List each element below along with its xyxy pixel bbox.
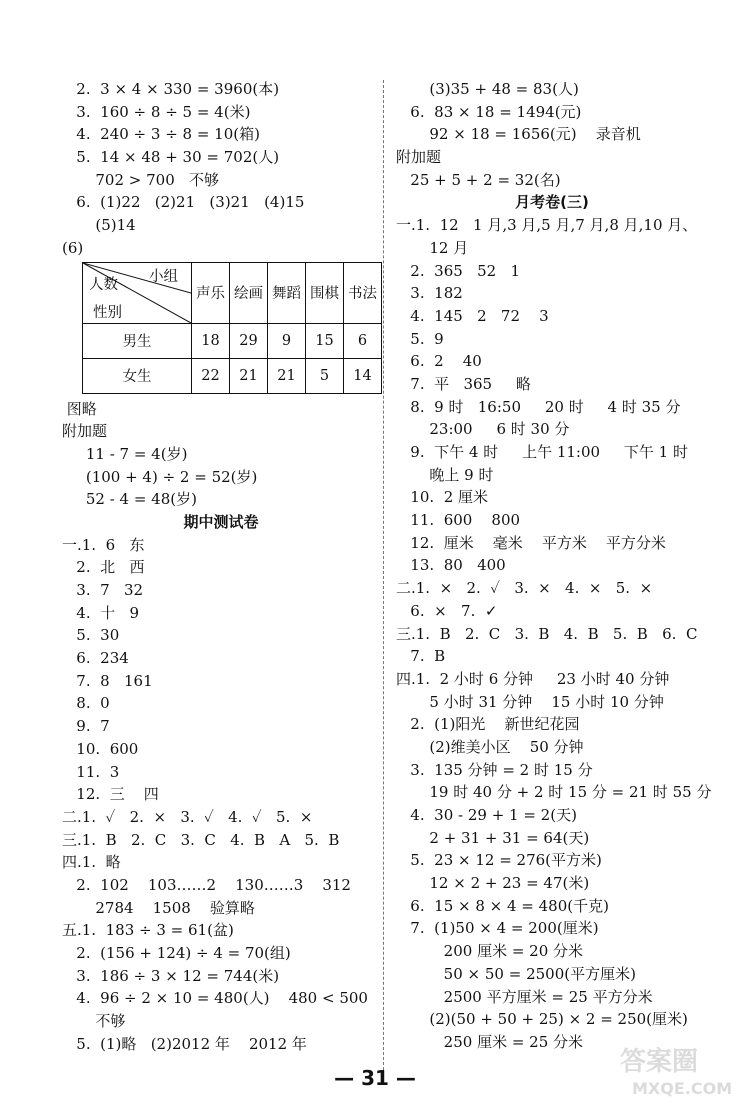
answer-line: (6) — [62, 238, 84, 257]
section-title-midterm: 期中测试卷 — [183, 512, 259, 531]
answer-line: 晚上 9 时 — [396, 465, 494, 484]
answer-line: 6. (1)22 (2)21 (3)21 (4)15 — [62, 193, 305, 212]
answer-line: 6. 83 × 18 = 1494(元) — [396, 102, 582, 121]
answer-block-midterm — [62, 534, 380, 1056]
table-cell: 15 — [306, 323, 344, 358]
answer-line: 附加题 — [396, 148, 442, 167]
answer-line: 2. 365 52 1 — [396, 261, 521, 280]
answer-line: 50 × 50 = 2500(平方厘米) — [396, 964, 636, 983]
answer-line: 2. 北 西 — [62, 558, 145, 577]
table-cell: 5 — [306, 358, 344, 393]
watermark-text-url: MXQE.COM — [632, 1079, 733, 1098]
table-header-cell: 舞蹈 — [268, 262, 306, 323]
answer-line: 7. (1)50 × 4 = 200(厘米) — [396, 919, 599, 938]
corner-label-count: 人数 — [89, 276, 118, 293]
answer-line: (2)(50 + 50 + 25) × 2 = 250(厘米) — [396, 1010, 688, 1029]
answer-line: 8. 0 — [62, 694, 110, 713]
answer-line: 702 > 700 不够 — [62, 170, 220, 189]
table-cell: 6 — [344, 323, 382, 358]
answer-line: 4. 96 ÷ 2 × 10 = 480(人) 480 < 500 — [62, 989, 368, 1008]
watermark-text-main: 答案圈 — [620, 1047, 699, 1077]
answer-line: 二.1. × 2. ✓ 3. × 4. × 5. × — [396, 579, 653, 598]
table-header-cell: 书法 — [344, 262, 382, 323]
answer-line: (100 + 4) ÷ 2 = 52(岁) — [62, 467, 258, 486]
answer-line: 8. 9 时 16:50 20 时 4 时 35 分 — [396, 397, 681, 416]
answer-line: 5. 9 — [396, 329, 444, 348]
answer-line: 5. 30 — [62, 626, 120, 645]
answer-line: 11 - 7 = 4(岁) — [62, 444, 188, 463]
section-title-monthly: 月考卷(三) — [515, 193, 589, 212]
answer-line: (3)35 + 48 = 83(人) — [396, 80, 579, 98]
answer-line: 一.1. 6 东 — [62, 535, 145, 554]
answer-line: 5 小时 31 分钟 15 小时 10 分钟 — [396, 692, 664, 711]
table-cell: 22 — [192, 358, 230, 393]
corner-label-gender: 性别 — [93, 304, 122, 321]
answer-line: 12. 三 四 — [62, 785, 159, 804]
answer-line: 9. 7 — [62, 717, 110, 736]
answer-line: 10. 600 — [62, 739, 139, 758]
answer-line: 6. 15 × 8 × 4 = 480(千克) — [396, 896, 609, 915]
answer-block-left-after-table — [62, 398, 380, 511]
answer-line: (5)14 — [62, 216, 136, 235]
watermark-logo — [612, 1040, 742, 1100]
table-header-cell: 绘画 — [230, 262, 268, 323]
answer-line: 2. 102 103……2 130……3 312 — [62, 875, 351, 894]
answer-line: 不够 — [62, 1012, 126, 1031]
answer-line: (2)维美小区 50 分钟 — [396, 737, 584, 756]
answer-line: 250 厘米 = 25 分米 — [396, 1032, 584, 1051]
answer-line: 12 × 2 + 23 = 47(米) — [396, 874, 590, 893]
answer-line: 2 + 31 + 31 = 64(天) — [396, 828, 590, 847]
answer-line: 二.1. ✓ 2. × 3. ✓ 4. ✓ 5. × — [62, 807, 313, 826]
answer-line: 2. (156 + 124) ÷ 4 = 70(组) — [62, 944, 291, 962]
table-header-cell: 声乐 — [192, 262, 230, 323]
answer-line: 2. 3 × 4 × 330 = 3960(本) — [62, 80, 280, 98]
column-divider — [383, 80, 384, 1080]
answer-line: 一.1. 12 1 月,3 月,5 月,7 月,8 月,10 月、 — [396, 216, 698, 235]
table-header-cell: 围棋 — [306, 262, 344, 323]
answer-line: 2500 平方厘米 = 25 平方分米 — [396, 987, 653, 1006]
answer-line: 11. 3 — [62, 762, 120, 781]
row-label: 男生 — [83, 323, 192, 358]
answer-line: 4. 30 - 29 + 1 = 2(天) — [396, 806, 577, 824]
answer-line: 92 × 18 = 1656(元) 录音机 — [396, 125, 641, 144]
answer-line: 4. 240 ÷ 3 ÷ 8 = 10(箱) — [62, 125, 260, 144]
answer-line: 7. 8 161 — [62, 671, 153, 690]
answer-line: 25 + 5 + 2 = 32(名) — [396, 170, 561, 189]
answer-line: 11. 600 800 — [396, 511, 521, 530]
answer-line: 4. 十 9 — [62, 603, 139, 622]
answer-line: 12 月 — [396, 238, 469, 257]
answer-line: 5. (1)略 (2)2012 年 2012 年 — [62, 1034, 307, 1053]
answer-line: 3. 182 — [396, 284, 463, 303]
answer-line: 3. 186 ÷ 3 × 12 = 744(米) — [62, 966, 280, 985]
answer-line: 10. 2 厘米 — [396, 488, 489, 507]
answer-line: 5. 14 × 48 + 30 = 702(人) — [62, 148, 280, 167]
answer-line: 4. 145 2 72 3 — [396, 306, 549, 325]
answer-line: 6. 234 — [62, 649, 129, 668]
answer-line: 19 时 40 分 + 2 时 15 分 = 21 时 55 分 — [396, 783, 712, 802]
answer-line: 2784 1508 验算略 — [62, 898, 255, 917]
answer-line: 2. (1)阳光 新世纪花园 — [396, 715, 580, 734]
answer-line: 23:00 6 时 30 分 — [396, 420, 570, 439]
answer-block-right-top — [396, 78, 708, 191]
answer-line: 3. 160 ÷ 8 ÷ 5 = 4(米) — [62, 102, 251, 121]
right-column — [396, 78, 712, 1054]
answer-line: 五.1. 183 ÷ 3 = 61(盆) — [62, 921, 234, 940]
answer-block-left-top — [62, 78, 380, 260]
answer-line: 6. × 7. ✓ — [396, 601, 498, 620]
answer-line: 12. 厘米 毫米 平方米 平方分米 — [396, 533, 666, 552]
table-cell: 14 — [344, 358, 382, 393]
left-column — [62, 78, 380, 1055]
answer-line: 200 厘米 = 20 分米 — [396, 942, 584, 961]
answer-line: 5. 23 × 12 = 276(平方米) — [396, 851, 602, 870]
answer-line: 附加题 — [62, 422, 108, 441]
answer-line: 三.1. B 2. C 3. B 4. B 5. B 6. C — [396, 624, 698, 643]
table-cell: 21 — [230, 358, 268, 393]
answer-line: 6. 2 40 — [396, 352, 482, 371]
group-stats-table — [82, 262, 382, 394]
table-cell: 21 — [268, 358, 306, 393]
answer-line: 3. 135 分钟 = 2 时 15 分 — [396, 760, 593, 779]
answer-line: 图略 — [62, 399, 97, 418]
corner-label-group: 小组 — [149, 268, 178, 285]
answer-line: 9. 下午 4 时 上午 11:00 下午 1 时 — [396, 443, 688, 461]
table-cell: 9 — [268, 323, 306, 358]
answer-line: 三.1. B 2. C 3. C 4. B A 5. B — [62, 830, 340, 849]
answer-line: 52 - 4 = 48(岁) — [62, 490, 197, 509]
row-label: 女生 — [83, 358, 192, 393]
table-cell: 18 — [192, 323, 230, 358]
answer-line: 四.1. 略 — [62, 853, 121, 872]
table-row — [83, 323, 382, 358]
answer-line: 四.1. 2 小时 6 分钟 23 小时 40 分钟 — [396, 669, 670, 688]
answer-block-monthly — [396, 214, 712, 1053]
table-row — [83, 358, 382, 393]
table-corner-cell — [83, 262, 192, 323]
table-cell: 29 — [230, 323, 268, 358]
answer-line: 7. B — [396, 647, 446, 666]
page-number: — 31 — — [334, 1066, 416, 1090]
answer-line: 7. 平 365 略 — [396, 374, 531, 393]
answer-line: 3. 7 32 — [62, 581, 144, 599]
answer-line: 13. 80 400 — [396, 556, 506, 575]
